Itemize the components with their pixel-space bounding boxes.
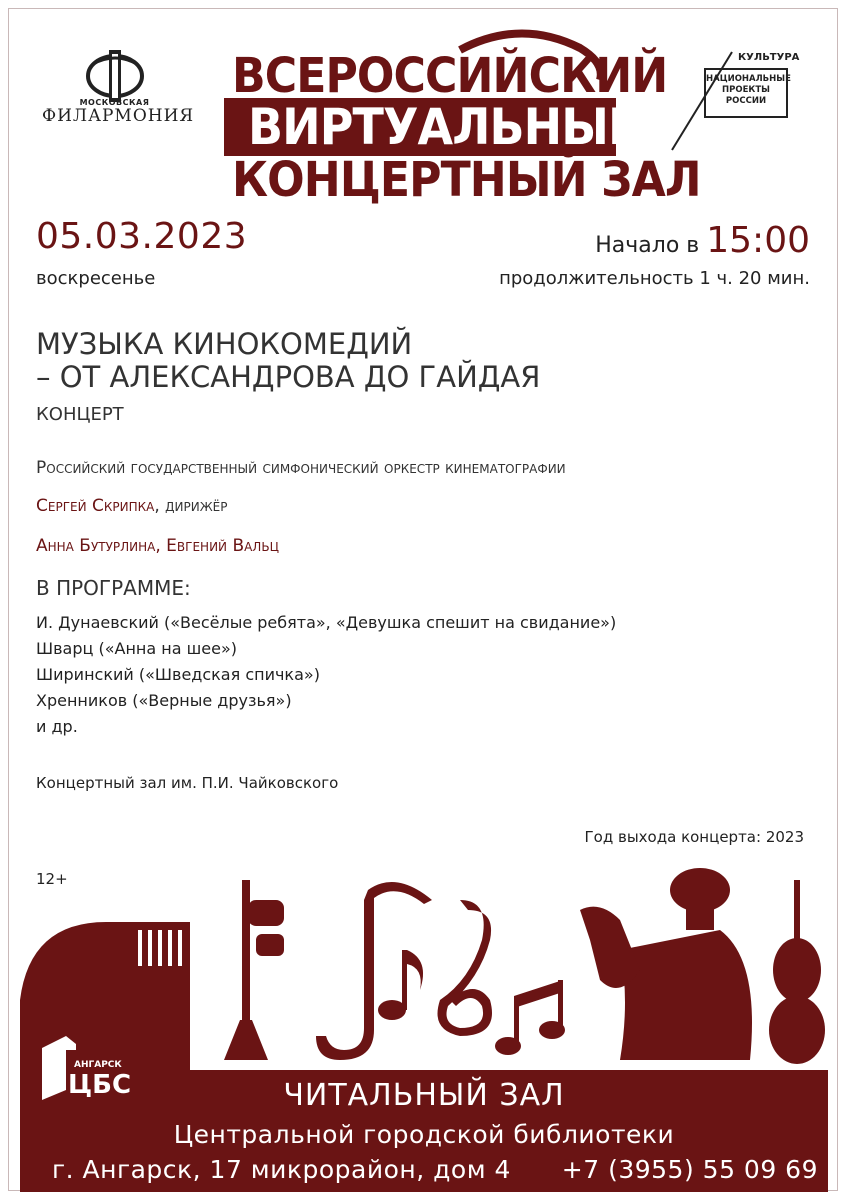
np-line-3: РОССИИ — [725, 96, 767, 106]
np-top-label: КУЛЬТУРА — [738, 52, 800, 63]
philharmonia-emblem-icon — [85, 50, 145, 102]
np-line-2: ПРОЕКТЫ — [722, 85, 770, 95]
event-date: 05.03.2023 — [36, 216, 248, 257]
soloists: Анна Бутурлина, Евгений Вальц — [36, 536, 279, 556]
conductor — [36, 496, 227, 516]
vkz-line-3: КОНЦЕРТНЫЙ ЗАЛ — [232, 152, 701, 208]
start-time — [595, 220, 810, 261]
title-line-1: МУЗЫКА КИНОКОМЕДИЙ — [36, 327, 413, 361]
national-projects-logo — [668, 50, 808, 152]
conductor-role: , дирижёр — [154, 496, 228, 516]
program-heading: В ПРОГРАММЕ: — [36, 576, 191, 600]
np-box — [704, 68, 791, 118]
philharmonia-big-label: ФИЛАРМОНИЯ — [42, 106, 195, 126]
philharmonia-small-label: МОСКОВСКАЯ — [79, 98, 150, 107]
program-item: Ширинский («Шведская спичка») — [36, 665, 320, 684]
concert-subtitle: КОНЦЕРТ — [36, 404, 124, 425]
vkz-line-2: ВИРТУАЛЬНЫЙ — [248, 98, 646, 156]
program-list — [36, 610, 616, 740]
cbs-city-label: АНГАРСК — [74, 1060, 122, 1070]
library-name: Центральной городской библиотеки — [173, 1120, 675, 1149]
venue: Концертный зал им. П.И. Чайковского — [36, 774, 339, 792]
reading-room: ЧИТАЛЬНЫЙ ЗАЛ — [283, 1078, 565, 1113]
event-weekday: воскресенье — [36, 268, 156, 289]
program-item: и др. — [36, 717, 78, 736]
program-item: И. Дунаевский («Весёлые ребята», «Девушка спешит на свидание») — [36, 613, 617, 632]
library-phone: +7 (3955) 55 09 69 — [561, 1155, 818, 1184]
instruments-silhouette-icon — [20, 860, 828, 1080]
program-item: Хренников («Верные друзья») — [36, 691, 292, 710]
orchestra-name: Российский государственный симфонический оркестр кинематографии — [36, 458, 566, 478]
program-item: Шварц («Анна на шее») — [36, 639, 237, 658]
start-time-value: 15:00 — [706, 220, 810, 261]
virtual-concert-hall-logo — [220, 28, 701, 213]
title-line-2: – ОТ АЛЕКСАНДРОВА ДО ГАЙДАЯ — [36, 360, 541, 394]
np-line-1: НАЦИОНАЛЬНЫЕ — [706, 74, 791, 84]
cbs-label: ЦБС — [68, 1070, 132, 1100]
release-year: Год выхода концерта: 2023 — [584, 828, 804, 846]
concert-title — [36, 328, 540, 394]
vkz-line-1: ВСЕРОССИЙСКИЙ — [232, 48, 668, 104]
event-duration: продолжительность 1 ч. 20 мин. — [499, 268, 810, 289]
library-address: г. Ангарск, 17 микрорайон, дом 4 — [52, 1155, 511, 1184]
conductor-name: Сергей Скрипка — [36, 496, 155, 516]
start-label: Начало в — [595, 233, 707, 258]
age-rating: 12+ — [36, 870, 68, 888]
philharmonia-logo — [42, 50, 195, 140]
